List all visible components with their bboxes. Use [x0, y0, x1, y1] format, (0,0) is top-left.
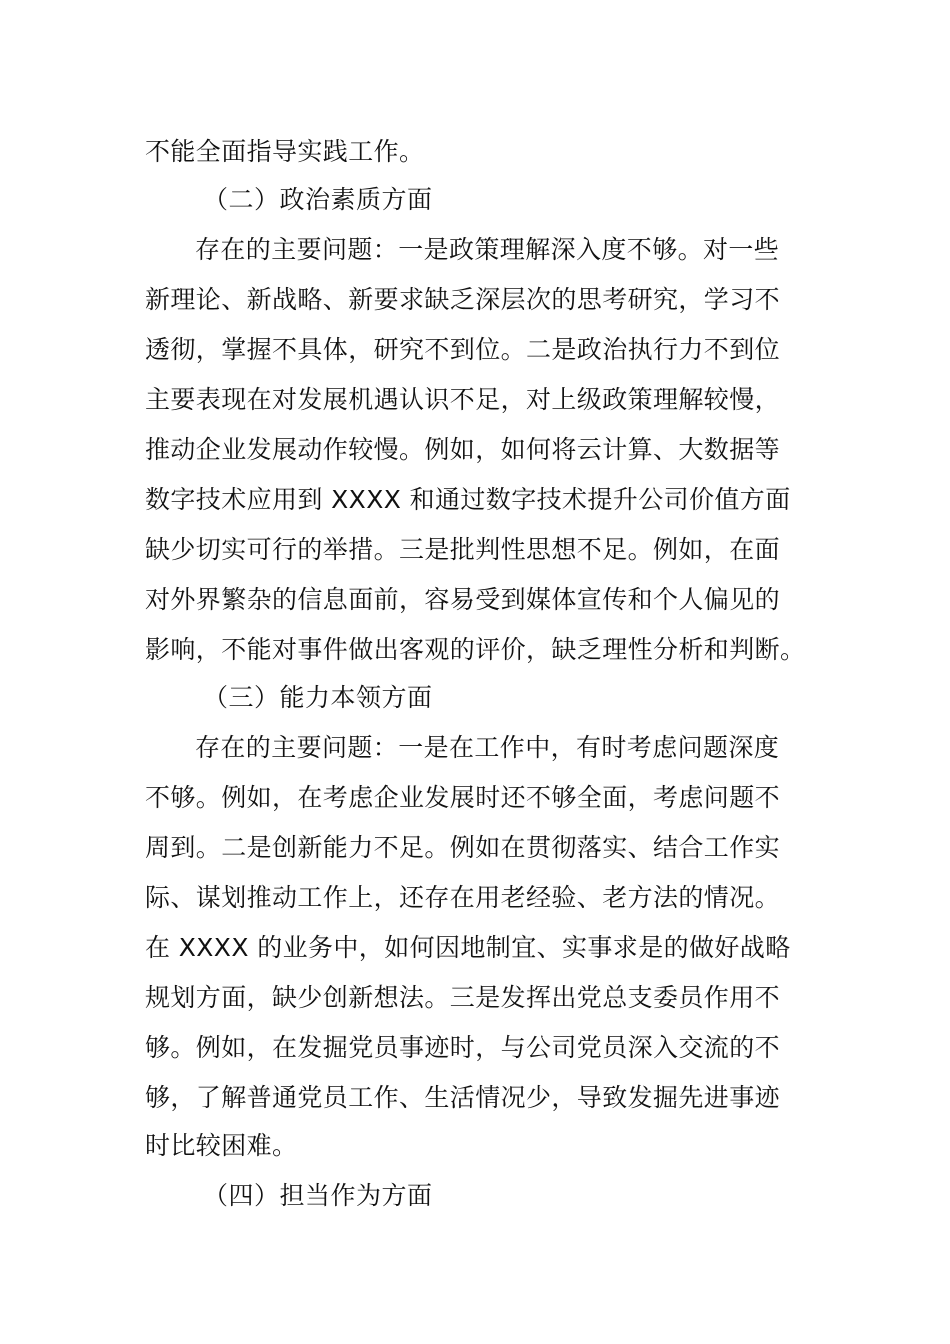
paragraph-line: 影响，不能对事件做出客观的评价，缺乏理性分析和判断。: [145, 635, 806, 664]
section-heading-political: （二）政治素质方面: [203, 185, 433, 214]
paragraph-line: 够，了解普通党员工作、生活情况少，导致发掘先进事迹: [145, 1083, 781, 1112]
paragraph-line: 对外界繁杂的信息面前，容易受到媒体宣传和个人偏见的: [145, 585, 781, 614]
paragraph-line: 够。例如，在发掘党员事迹时，与公司党员深入交流的不: [145, 1033, 781, 1062]
paragraph-line: 推动企业发展动作较慢。例如，如何将云计算、大数据等: [145, 435, 781, 464]
paragraph-line: 际、谋划推动工作上，还存在用老经验、老方法的情况。: [145, 883, 781, 912]
paragraph-line: 存在的主要问题：一是政策理解深入度不够。对一些: [195, 235, 780, 264]
paragraph-line: 在 XXXX 的业务中，如何因地制宜、实事求是的做好战略: [145, 933, 791, 962]
paragraph-line: 缺少切实可行的举措。三是批判性思想不足。例如，在面: [145, 535, 781, 564]
section-heading-ability: （三）能力本领方面: [203, 683, 433, 712]
paragraph-line: 存在的主要问题：一是在工作中，有时考虑问题深度: [195, 733, 780, 762]
paragraph-line: 不够。例如，在考虑企业发展时还不够全面，考虑问题不: [145, 783, 781, 812]
paragraph-line: 数字技术应用到 XXXX 和通过数字技术提升公司价值方面: [145, 485, 791, 514]
paragraph-line: 主要表现在对发展机遇认识不足，对上级政策理解较慢，: [145, 385, 781, 414]
paragraph-line: 规划方面，缺少创新想法。三是发挥出党总支委员作用不: [145, 983, 781, 1012]
text-line: 不能全面指导实践工作。: [145, 137, 425, 166]
paragraph-line: 新理论、新战略、新要求缺乏深层次的思考研究，学习不: [145, 285, 781, 314]
paragraph-line: 周到。二是创新能力不足。例如在贯彻落实、结合工作实: [145, 833, 781, 862]
section-heading-responsibility: （四）担当作为方面: [203, 1181, 433, 1210]
paragraph-line: 时比较困难。: [145, 1131, 298, 1160]
paragraph-line: 透彻，掌握不具体，研究不到位。二是政治执行力不到位: [145, 335, 781, 364]
